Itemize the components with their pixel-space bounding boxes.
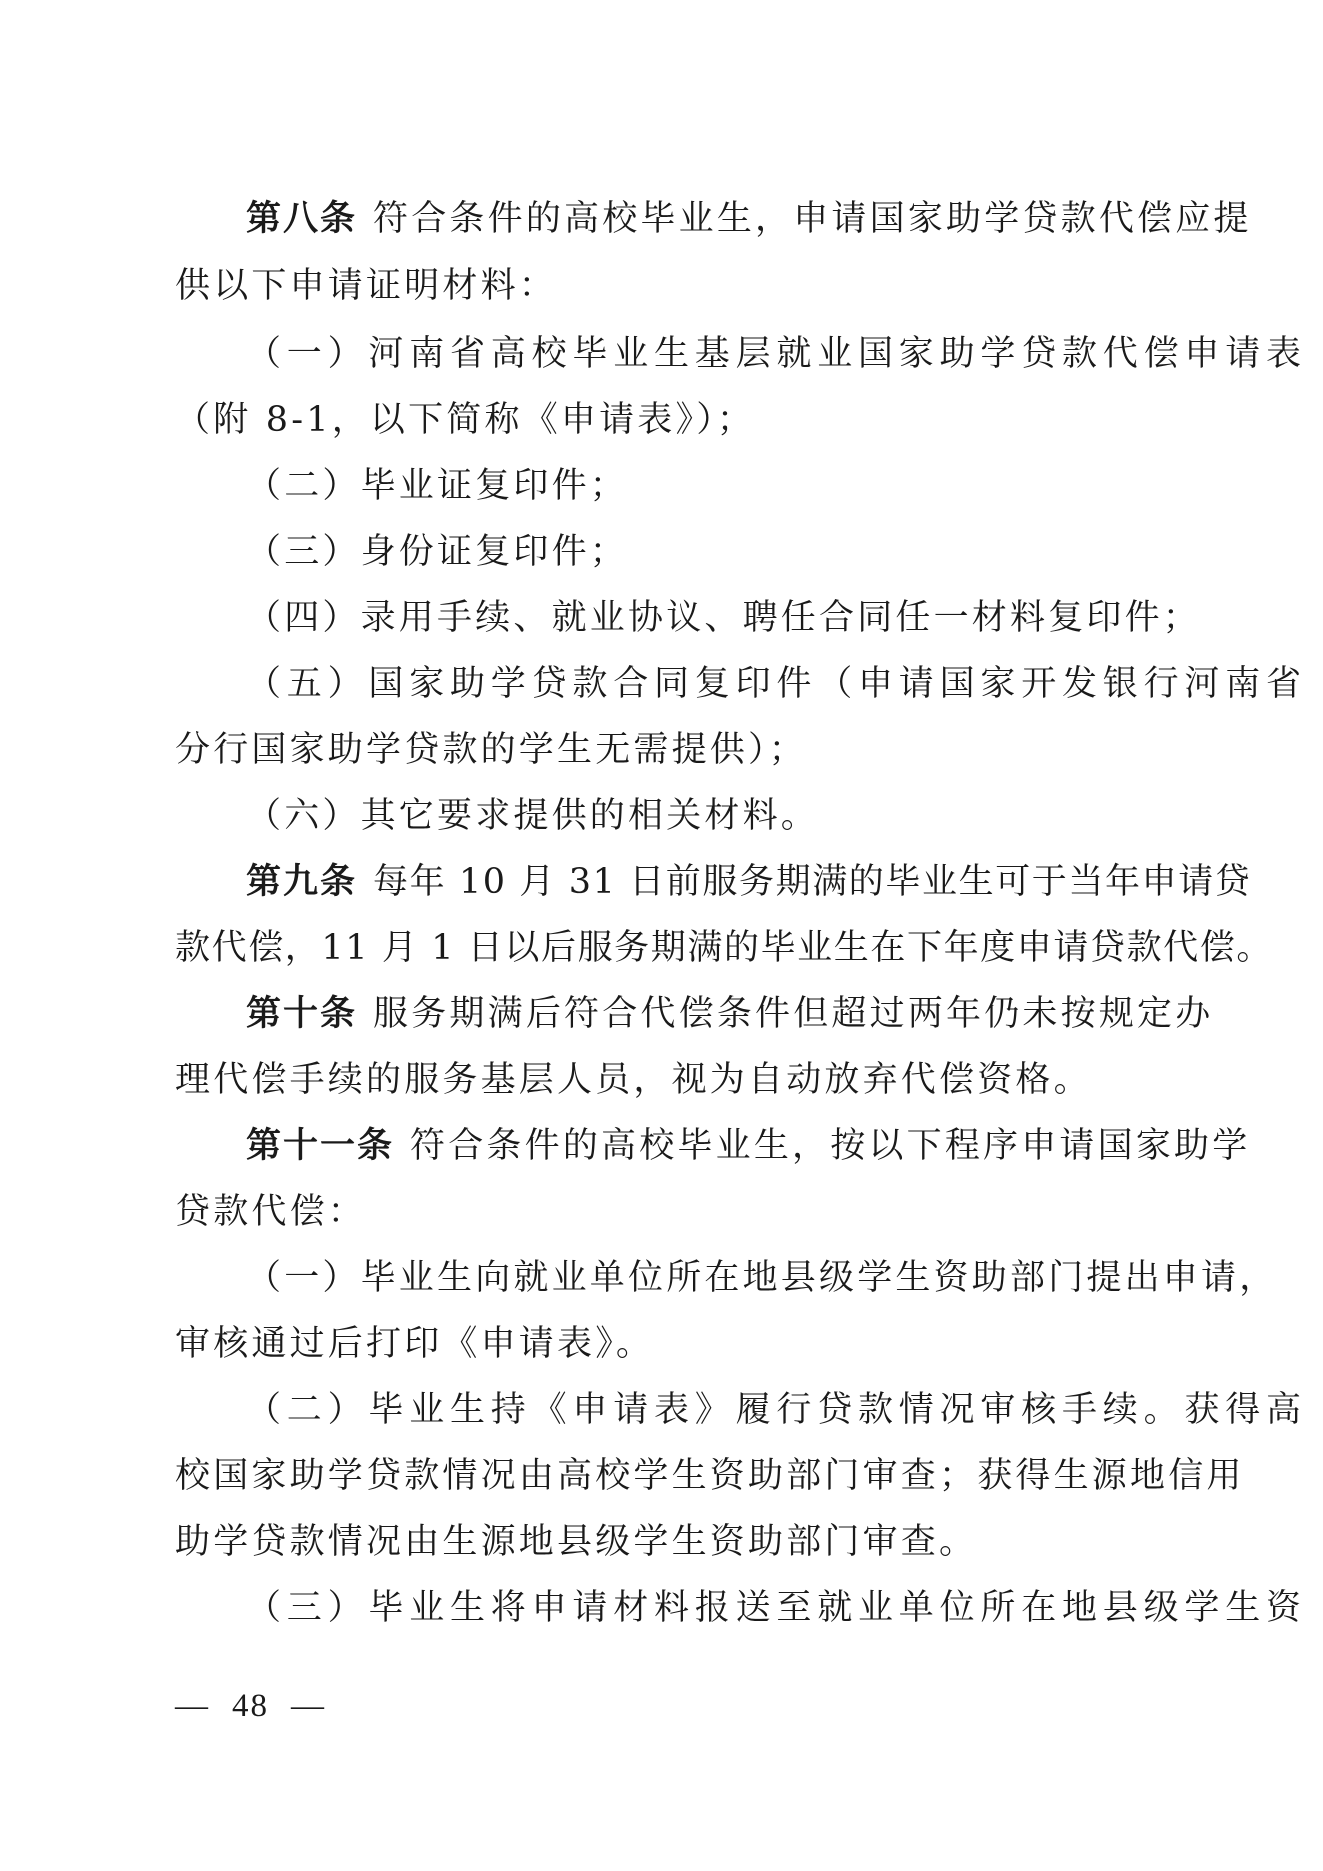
article9-heading: 第九条 (246, 862, 358, 902)
article8-item6: （六）其它要求提供的相关材料。 (246, 796, 820, 836)
article10-text1: 服务期满后符合代偿条件但超过两年仍未按规定办 (373, 994, 1214, 1034)
article8-item4: （四）录用手续、就业协议、聘任合同任一材料复印件； (246, 598, 1202, 638)
article11-line2: 贷款代偿： (175, 1192, 367, 1232)
page-footer (175, 1686, 326, 1726)
article10-heading: 第十条 (246, 994, 358, 1034)
page-number: 48 (232, 1688, 269, 1724)
article9-line2: 款代偿，11 月 1 日以后服务期满的毕业生在下年度申请贷款代偿。 (175, 928, 1273, 968)
article11-item1: （一）毕业生向就业单位所在地县级学生资助部门提出申请， (246, 1258, 1278, 1298)
article11-item3: （三）毕业生将申请材料报送至就业单位所在地县级学生资 (246, 1588, 1307, 1628)
article8-item5-cont: 分行国家助学贷款的学生无需提供）； (175, 730, 807, 770)
article8-line2: 供以下申请证明材料： (175, 266, 558, 306)
article8-text1: 符合条件的高校毕业生，申请国家助学贷款代偿应提 (373, 199, 1252, 239)
footer-dash-left: — (175, 1688, 210, 1724)
article8-line1 (246, 199, 1252, 239)
article8-item5: （五）国家助学贷款合同复印件（申请国家开发银行河南省 (246, 664, 1307, 704)
article8-item3: （三）身份证复印件； (246, 532, 629, 572)
article11-text1: 符合条件的高校毕业生，按以下程序申请国家助学 (410, 1126, 1251, 1166)
article10-line2: 理代偿手续的服务基层人员，视为自动放弃代偿资格。 (175, 1060, 1092, 1100)
article11-item2: （二）毕业生持《申请表》履行贷款情况审核手续。获得高 (246, 1390, 1307, 1430)
article8-item1: （一）河南省高校毕业生基层就业国家助学贷款代偿申请表 (246, 334, 1307, 374)
article9-line1 (246, 862, 1251, 902)
footer-dash-right: — (291, 1688, 326, 1724)
article8-heading: 第八条 (246, 199, 358, 239)
article11-item2-cont2: 助学贷款情况由生源地县级学生资助部门审查。 (175, 1522, 978, 1562)
article11-line1 (246, 1126, 1250, 1166)
article10-line1 (246, 994, 1213, 1034)
article11-item2-cont1: 校国家助学贷款情况由高校学生资助部门审查；获得生源地信用 (175, 1456, 1245, 1496)
article11-item1-cont: 审核通过后打印《申请表》。 (175, 1324, 655, 1364)
article9-text1: 每年 10 月 31 日前服务期满的毕业生可于当年申请贷 (373, 862, 1252, 902)
article8-item2: （二）毕业证复印件； (246, 466, 629, 506)
article11-heading: 第十一条 (246, 1126, 395, 1166)
article8-item1-cont: （附 8-1，以下简称《申请表》）； (175, 400, 756, 440)
